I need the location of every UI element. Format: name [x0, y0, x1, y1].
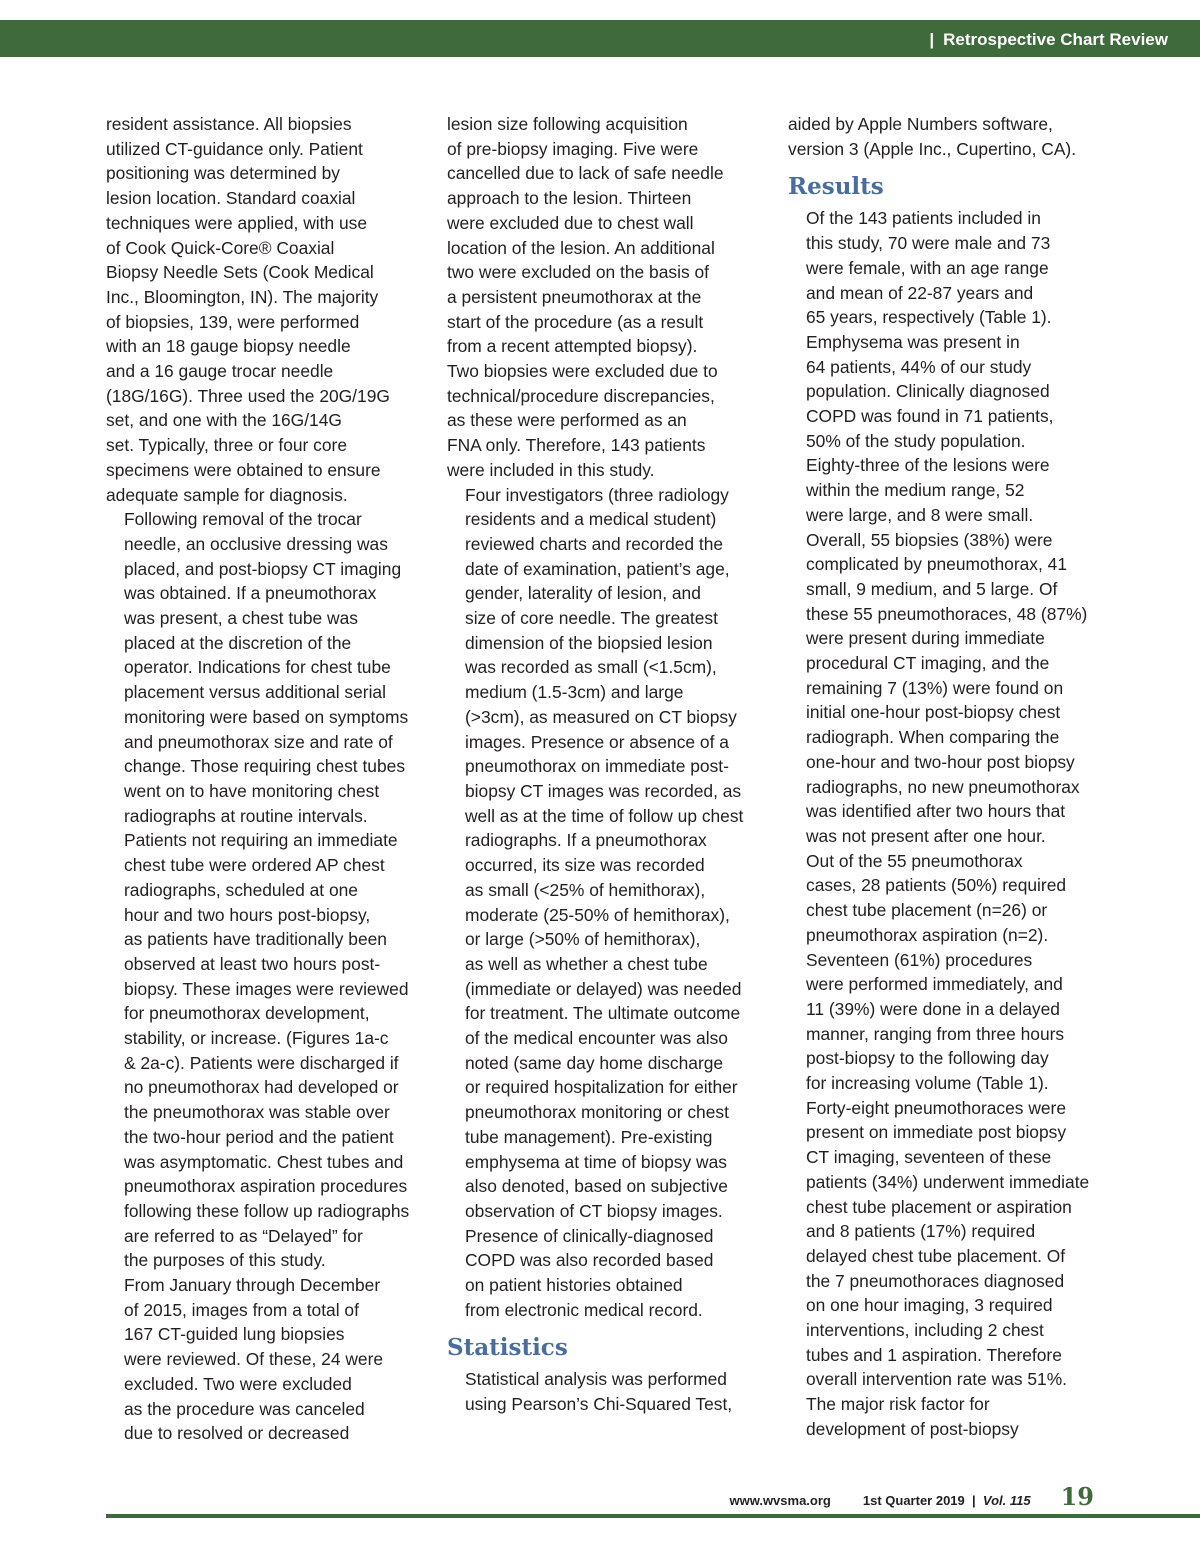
text-line: occurred, its size was recorded: [465, 855, 705, 876]
text-line: technical/procedure discrepancies,: [447, 385, 715, 406]
text-line: Seventeen (61%) procedures: [806, 949, 1033, 970]
text-line: COPD was also recorded based: [465, 1250, 714, 1271]
text-line: remaining 7 (13%) were found on: [806, 677, 1064, 698]
text-line: the two-hour period and the patient: [124, 1126, 394, 1147]
text-line: was identified after two hours that: [806, 801, 1066, 822]
text-line: radiographs, no new pneumothorax: [806, 776, 1080, 797]
text-line: of biopsies, 139, were performed: [106, 311, 360, 332]
text-line: change. Those requiring chest tubes: [124, 756, 406, 777]
text-line: were present during immediate: [806, 628, 1045, 649]
text-line: these 55 pneumothoraces, 48 (87%): [806, 603, 1088, 624]
text-line: residents and a medical student): [465, 509, 717, 530]
text-line: operator. Indications for chest tube: [124, 657, 391, 678]
text-line: complicated by pneumothorax, 41: [806, 554, 1068, 575]
text-line: as these were performed as an: [447, 410, 687, 431]
text-line: placement versus additional serial: [124, 682, 386, 703]
text-line: stability, or increase. (Figures 1a-c: [124, 1028, 389, 1049]
text-line: pneumothorax on immediate post-: [465, 756, 729, 777]
text-line: population. Clinically diagnosed: [806, 381, 1050, 402]
text-line: 65 years, respectively (Table 1).: [806, 307, 1052, 328]
text-line: the 7 pneumothoraces diagnosed: [806, 1270, 1065, 1291]
body-paragraph: [447, 483, 763, 1323]
text-line: were performed immediately, and: [806, 974, 1063, 995]
column-3: [788, 112, 1104, 1442]
body-paragraph: [788, 1392, 1104, 1441]
text-line: Four investigators (three radiology: [465, 484, 729, 505]
text-line: or large (>50% of hemithorax),: [465, 929, 701, 950]
text-line: placed at the discretion of the: [124, 632, 352, 653]
text-line: COPD was found in 71 patients,: [806, 406, 1054, 427]
text-line: pneumothorax monitoring or chest: [465, 1102, 729, 1123]
text-line: techniques were applied, with use: [106, 212, 368, 233]
text-line: emphysema at time of biopsy was: [465, 1151, 727, 1172]
text-line: dimension of the biopsied lesion: [465, 632, 713, 653]
section-title: Retrospective Chart Review: [943, 30, 1168, 49]
text-line: for increasing volume (Table 1).: [806, 1073, 1049, 1094]
text-line: date of examination, patient’s age,: [465, 558, 730, 579]
text-line: interventions, including 2 chest: [806, 1320, 1044, 1341]
body-paragraph: [447, 1367, 763, 1416]
text-line: Statistical analysis was performed: [465, 1369, 727, 1390]
text-line: Presence of clinically-diagnosed: [465, 1225, 714, 1246]
text-line: of 2015, images from a total of: [124, 1299, 359, 1320]
text-line: Eighty-three of the lesions were: [806, 455, 1050, 476]
text-line: were excluded due to chest wall: [447, 212, 694, 233]
text-line: the purposes of this study.: [124, 1250, 326, 1271]
text-line: lesion location. Standard coaxial: [106, 188, 356, 209]
text-line: present on immediate post biopsy: [806, 1122, 1067, 1143]
section-label: [929, 20, 1168, 57]
body-paragraph: [788, 849, 1104, 1096]
text-line: following these follow up radiographs: [124, 1200, 410, 1221]
text-line: delayed chest tube placement. Of: [806, 1245, 1066, 1266]
text-line: Emphysema was present in: [806, 331, 1020, 352]
body-paragraph: [106, 112, 422, 507]
text-line: went on to have monitoring chest: [124, 780, 380, 801]
text-line: chest tube placement or aspiration: [806, 1196, 1072, 1217]
text-line: the pneumothorax was stable over: [124, 1102, 390, 1123]
text-line: and pneumothorax size and rate of: [124, 731, 393, 752]
text-line: from electronic medical record.: [465, 1299, 703, 1320]
text-line: this study, 70 were male and 73: [806, 233, 1051, 254]
text-line: gender, laterality of lesion, and: [465, 583, 701, 604]
body-paragraph: [788, 1096, 1104, 1392]
text-line: Biopsy Needle Sets (Cook Medical: [106, 262, 374, 283]
column-2: [447, 112, 763, 1417]
text-line: as the procedure was canceled: [124, 1398, 365, 1419]
body-paragraph: [447, 112, 763, 483]
text-line: From January through December: [124, 1275, 381, 1296]
text-line: observation of CT biopsy images.: [465, 1200, 723, 1221]
text-line: resident assistance. All biopsies: [106, 114, 352, 134]
text-line: and a 16 gauge trocar needle: [106, 361, 334, 382]
text-line: or required hospitalization for either: [465, 1077, 738, 1098]
text-line: small, 9 medium, and 5 large. Of: [806, 578, 1058, 599]
text-line: approach to the lesion. Thirteen: [447, 188, 692, 209]
text-line: and mean of 22-87 years and: [806, 282, 1034, 303]
text-line: on one hour imaging, 3 required: [806, 1295, 1053, 1316]
text-line: radiograph. When comparing the: [806, 727, 1060, 748]
body-paragraph: [788, 112, 1104, 161]
header-bar: [0, 20, 1200, 57]
text-line: no pneumothorax had developed or: [124, 1077, 399, 1098]
text-line: set. Typically, three or four core: [106, 435, 347, 456]
text-line: on patient histories obtained: [465, 1275, 683, 1296]
page-number: 19: [1060, 1482, 1094, 1511]
page-footer: [729, 1482, 1094, 1511]
text-line: cancelled due to lack of safe needle: [447, 163, 724, 184]
text-line: biopsy CT images was recorded, as: [465, 780, 742, 801]
text-line: using Pearson’s Chi-Squared Test,: [465, 1394, 733, 1415]
text-line: specimens were obtained to ensure: [106, 459, 381, 480]
text-line: (18G/16G). Three used the 20G/19G: [106, 385, 390, 406]
text-line: of pre-biopsy imaging. Five were: [447, 138, 699, 159]
text-line: for treatment. The ultimate outcome: [465, 1003, 741, 1024]
text-line: 167 CT-guided lung biopsies: [124, 1324, 345, 1345]
body-paragraph: [788, 528, 1104, 849]
text-line: hour and two hours post-biopsy,: [124, 904, 371, 925]
text-line: aided by Apple Numbers software,: [788, 114, 1053, 134]
text-line: as small (<25% of hemithorax),: [465, 879, 706, 900]
footer-url[interactable]: www.wvsma.org: [729, 1493, 831, 1508]
text-line: radiographs, scheduled at one: [124, 879, 358, 900]
text-line: post-biopsy to the following day: [806, 1048, 1049, 1069]
text-line: pneumothorax aspiration (n=2).: [806, 924, 1049, 945]
text-line: Overall, 55 biopsies (38%) were: [806, 529, 1053, 550]
text-line: cases, 28 patients (50%) required: [806, 875, 1067, 896]
text-line: 11 (39%) were done in a delayed: [806, 998, 1060, 1019]
text-line: one-hour and two-hour post biopsy: [806, 751, 1075, 772]
text-line: also denoted, based on subjective: [465, 1176, 728, 1197]
text-line: a persistent pneumothorax at the: [447, 286, 702, 307]
text-line: placed, and post-biopsy CT imaging: [124, 558, 402, 579]
header-separator: |: [929, 30, 935, 49]
text-line: biopsy. These images were reviewed: [124, 978, 409, 999]
text-line: are referred to as “Delayed” for: [124, 1225, 363, 1246]
text-line: initial one-hour post-biopsy chest: [806, 702, 1061, 723]
text-line: as well as whether a chest tube: [465, 953, 708, 974]
text-line: Following removal of the trocar: [124, 509, 362, 530]
text-line: chest tube were ordered AP chest: [124, 855, 385, 876]
text-line: overall intervention rate was 51%.: [806, 1369, 1067, 1390]
body-paragraph: [106, 1273, 422, 1446]
text-line: with an 18 gauge biopsy needle: [106, 336, 351, 357]
text-line: adequate sample for diagnosis.: [106, 484, 348, 505]
text-line: CT imaging, seventeen of these: [806, 1147, 1052, 1168]
text-line: The major risk factor for: [806, 1394, 990, 1415]
column-1: [106, 112, 422, 1446]
text-line: Patients not requiring an immediate: [124, 830, 398, 851]
issue-label: 1st Quarter 2019: [862, 1493, 965, 1508]
text-line: excluded. Two were excluded: [124, 1373, 352, 1394]
text-line: radiographs. If a pneumothorax: [465, 830, 707, 851]
text-line: positioning was determined by: [106, 163, 340, 184]
section-heading: Statistics: [447, 1334, 568, 1362]
text-line: of the medical encounter was also: [465, 1028, 728, 1049]
text-line: due to resolved or decreased: [124, 1423, 350, 1444]
text-line: FNA only. Therefore, 143 patients: [447, 435, 706, 456]
text-line: 50% of the study population.: [806, 430, 1026, 451]
text-line: Out of the 55 pneumothorax: [806, 850, 1023, 871]
body-paragraph: [788, 206, 1104, 527]
text-line: monitoring were based on symptoms: [124, 706, 409, 727]
text-line: were included in this study.: [447, 459, 655, 480]
text-line: was recorded as small (<1.5cm),: [465, 657, 717, 678]
text-line: of Cook Quick-Core® Coaxial: [106, 237, 335, 258]
text-line: were female, with an age range: [806, 257, 1049, 278]
text-line: start of the procedure (as a result: [447, 311, 704, 332]
text-line: pneumothorax aspiration procedures: [124, 1176, 408, 1197]
text-line: images. Presence or absence of a: [465, 731, 729, 752]
footer-rule: [106, 1514, 1200, 1518]
text-line: size of core needle. The greatest: [465, 608, 718, 629]
footer-separator: |: [972, 1493, 976, 1508]
text-line: patients (34%) underwent immediate: [806, 1171, 1090, 1192]
text-line: chest tube placement (n=26) or: [806, 900, 1048, 921]
text-line: Of the 143 patients included in: [806, 208, 1041, 229]
text-line: Two biopsies were excluded due to: [447, 361, 718, 382]
text-line: Inc., Bloomington, IN). The majority: [106, 286, 379, 307]
text-line: & 2a-c). Patients were discharged if: [124, 1052, 399, 1073]
volume-label: Vol. 115: [982, 1493, 1031, 1508]
text-line: noted (same day home discharge: [465, 1052, 724, 1073]
text-line: set, and one with the 16G/14G: [106, 410, 342, 431]
text-line: was obtained. If a pneumothorax: [124, 583, 377, 604]
text-line: manner, ranging from three hours: [806, 1023, 1065, 1044]
text-line: (immediate or delayed) was needed: [465, 978, 742, 999]
text-line: needle, an occlusive dressing was: [124, 533, 388, 554]
text-line: Forty-eight pneumothoraces were: [806, 1097, 1067, 1118]
text-line: observed at least two hours post-: [124, 953, 381, 974]
text-line: medium (1.5-3cm) and large: [465, 682, 684, 703]
text-line: location of the lesion. An additional: [447, 237, 715, 258]
text-line: (>3cm), as measured on CT biopsy: [465, 706, 737, 727]
text-line: lesion size following acquisition: [447, 114, 688, 134]
text-line: within the medium range, 52: [806, 480, 1025, 501]
text-line: moderate (25-50% of hemithorax),: [465, 904, 730, 925]
text-line: utilized CT-guidance only. Patient: [106, 138, 363, 159]
text-line: well as at the time of follow up chest: [465, 805, 744, 826]
text-line: version 3 (Apple Inc., Cupertino, CA).: [788, 138, 1077, 159]
text-line: development of post-biopsy: [806, 1418, 1019, 1439]
text-line: were reviewed. Of these, 24 were: [124, 1349, 384, 1370]
text-line: from a recent attempted biopsy).: [447, 336, 698, 357]
text-line: as patients have traditionally been: [124, 929, 387, 950]
text-line: procedural CT imaging, and the: [806, 653, 1050, 674]
text-line: was not present after one hour.: [806, 825, 1046, 846]
text-line: was asymptomatic. Chest tubes and: [124, 1151, 404, 1172]
text-line: two were excluded on the basis of: [447, 262, 709, 283]
footer-issue: [863, 1493, 1031, 1508]
text-line: tubes and 1 aspiration. Therefore: [806, 1344, 1062, 1365]
text-line: radiographs at routine intervals.: [124, 805, 368, 826]
text-line: and 8 patients (17%) required: [806, 1221, 1036, 1242]
text-line: was present, a chest tube was: [124, 608, 358, 629]
section-heading: Results: [788, 173, 884, 201]
text-line: were large, and 8 were small.: [806, 504, 1034, 525]
text-line: tube management). Pre-existing: [465, 1126, 713, 1147]
text-line: 64 patients, 44% of our study: [806, 356, 1032, 377]
body-paragraph: [106, 507, 422, 1273]
text-line: for pneumothorax development,: [124, 1003, 370, 1024]
text-line: reviewed charts and recorded the: [465, 533, 724, 554]
